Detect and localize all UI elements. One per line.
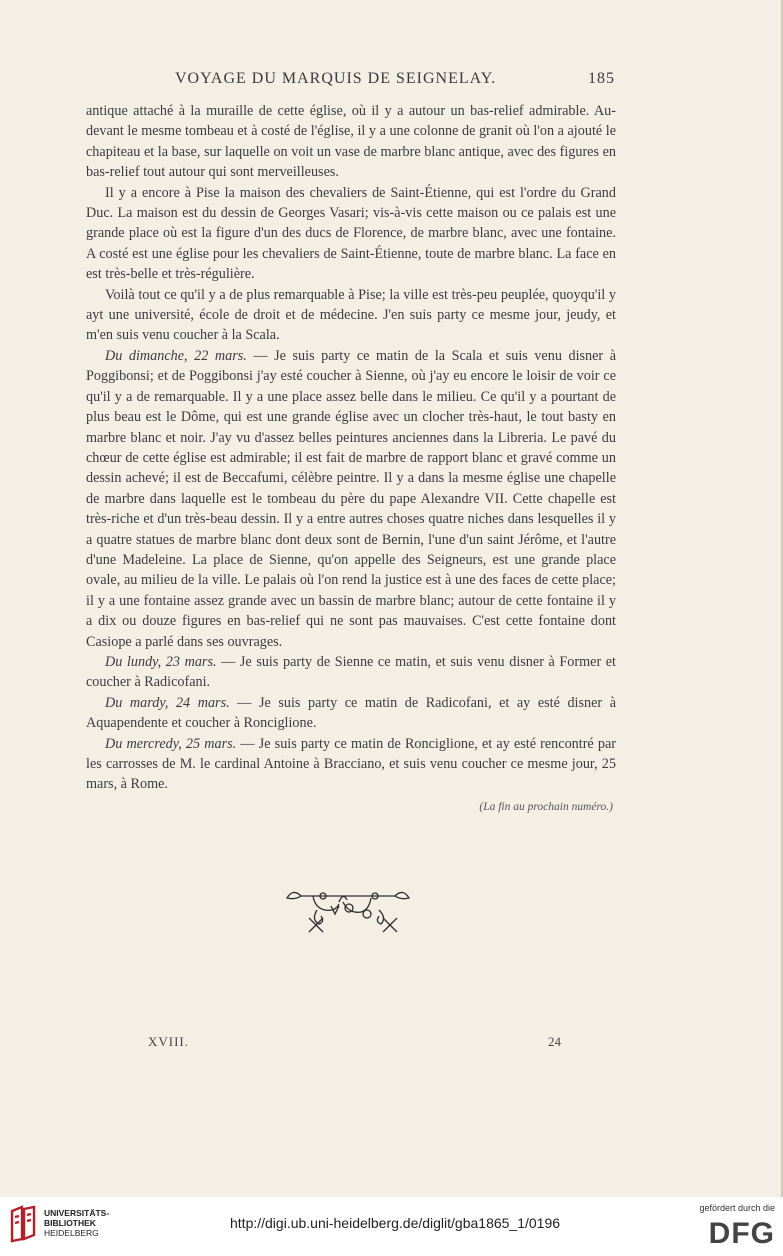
diary-entry xyxy=(86,734,616,795)
body-text xyxy=(86,101,616,795)
entry-text: — Je suis party de Sienne ce matin, et suis venu disner à Former et coucher à Radicofani. xyxy=(86,653,616,691)
university-library-logo-icon xyxy=(8,1205,38,1243)
funding-caption: gefördert durch die xyxy=(699,1203,775,1213)
header-page-number: 185 xyxy=(588,70,615,87)
permalink-url[interactable]: http://digi.ub.uni-heidelberg.de/diglit/gba1865_1/0196 xyxy=(230,1215,561,1231)
entry-date: Du lundy, 23 mars. xyxy=(105,653,217,670)
entry-text: — Je suis party ce matin de Ronciglione, et ay esté rencontré par les carrosses de M. le cardinal Antoine à Bracciano, et suis venu coucher ce mesme jour, 25 mars, à Rome. xyxy=(86,735,616,793)
diary-entry xyxy=(86,693,616,734)
library-name-line: BIBLIOTHEK xyxy=(44,1218,96,1228)
ornament-icon xyxy=(283,884,413,940)
library-name-line: HEIDELBERG xyxy=(44,1228,99,1238)
signature-mark: XVIII. xyxy=(148,1034,190,1049)
continuation-note: (La fin au prochain numéro.) xyxy=(479,801,613,813)
folio-number: 24 xyxy=(548,1034,561,1049)
library-name xyxy=(44,1208,109,1238)
viewer-footer xyxy=(0,1197,783,1256)
entry-date: Du mardy, 24 mars. xyxy=(105,694,230,711)
paragraph: Voilà tout ce qu'il y a de plus remarquable à Pise; la ville est très-peu peuplée, quoyqu'il y ayt une université, école de droit et de médecine. J'en suis party ce mesme jour, jeudy, et m'en suis venu coucher à la Scala. xyxy=(86,286,616,344)
entry-text: — Je suis party ce matin de la Scala et suis venu disner à Poggibonsi; et de Poggibonsi j'ay esté coucher à Sienne, où j'ay eu encore le loisir de voir ce qu'il y a de remarquable. Il y a une place assez belle dans le milieu. Ce qu'il y a pourtant de plus beau est le Dôme, qui est une grande église avec un clocher très-haut, le tout basty en marbre blanc et noir. J'ay vu d'assez belles peintures anciennes dans la Libreria. Le pavé du chœur de cette église est admirable; il est fait de marbre de rapport blanc et gravé comme un dessin achevé; il est de Beccafumi, célèbre peintre. Il y a dans la mesme église une chapelle de marbre dans laquelle est le tombeau du père du pape Alexandre VII. Cette chapelle est très-riche et d'un très-beau dessin. Il y a entre autres choses quatre niches dans lesquelles il y a quatre statues de marbre blanc dont deux sont de Bernin, l'une d'un saint Jérôme, et l'autre d'une Madeleine. La place de Sienne, qu'on appelle des Seigneurs, est une grande place ovale, au milieu de la ville. Le palais où l'on rend la justice est à une des faces de cette place; il y a une fontaine assez grande avec un bassin de marbre blanc; autour de cette fontaine il y a dix ou douze figures en bas-relief qui ne sont pas mauvaises. C'est cette fontaine dont Casiope a parlé dans ses ouvrages. xyxy=(86,347,616,650)
diary-entry xyxy=(86,346,616,652)
entry-date: Du dimanche, 22 mars. xyxy=(105,347,247,364)
entry-text: — Je suis party ce matin de Radicofani, et ay esté disner à Aquapendente et coucher à Ronciglione. xyxy=(86,694,616,732)
entry-date: Du mercredy, 25 mars. xyxy=(105,735,237,752)
paragraph: Il y a encore à Pise la maison des chevaliers de Saint-Étienne, qui est l'ordre du Grand Duc. La maison est du dessin de Georges Vasari; vis-à-vis cette maison ou ce palais est une grande place où est la figure d'un des ducs de Florence, de marbre blanc, avec une fontaine. A costé est une église pour les chevaliers de Saint-Étienne, toute de marbre blanc. La face en est très-belle et très-régulière. xyxy=(86,184,616,283)
diary-entry xyxy=(86,652,616,693)
paragraph: antique attaché à la muraille de cette église, où il y a autour un bas-relief admirable. Au-devant le mesme tombeau et à costé de l'église, il y a une colonne de granit où l'on a ajouté le chapiteau et la base, sur laquelle on voit un vase de marbre blanc antique, avec des figures en bas-relief tout autour qui sont merveilleuses. xyxy=(86,103,616,181)
header-title: VOYAGE DU MARQUIS DE SEIGNELAY. xyxy=(175,70,497,87)
library-name-line: UNIVERSITÄTS- xyxy=(44,1208,110,1218)
dfg-logo: DFG xyxy=(708,1217,775,1250)
